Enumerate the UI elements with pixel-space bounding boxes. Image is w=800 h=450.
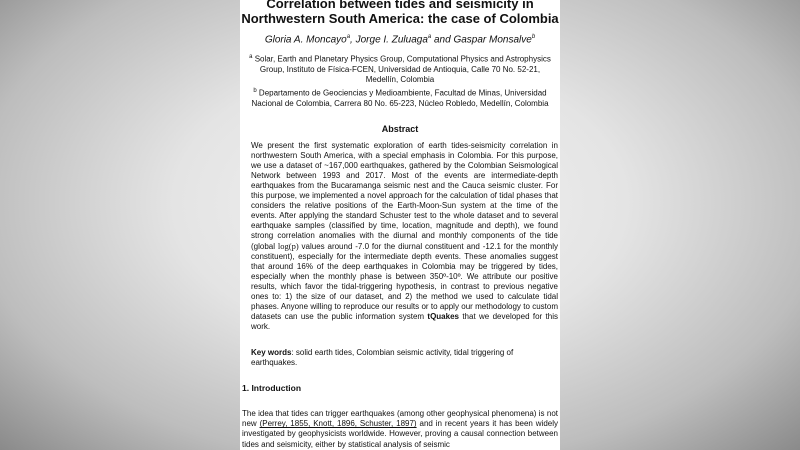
abstract-text: that we developed for this work. (251, 312, 558, 331)
intro-text: The idea that tides can trigger earthquakes (among other geophysical phenomena) is not new (242, 409, 558, 429)
author-sup: a (427, 34, 432, 40)
affiliation-text: Departamento de Geociencias y Medioambiente, Facultad de Minas, Universidad Nacional de Colombia, Carrera 80 No. 65-223, Núcleo Robledo, Medellín, Colombia (251, 88, 549, 108)
author-separator: and (431, 34, 454, 46)
keywords (251, 348, 558, 368)
paper-title: Correlation between tides and seismicity in Northwestern South America: the case of Colombia (241, 0, 559, 26)
section-heading: 1. Introduction (242, 383, 302, 393)
paper-page (240, 0, 560, 450)
author-name: Gaspar Monsalve (453, 34, 532, 46)
keywords-text: : solid earth tides, Colombian seismic activity, tidal triggering of earthquakes. (251, 348, 514, 367)
affiliation-text: Solar, Earth and Planetary Physics Group, Computational Physics and Astrophysics Group, Instituto de Física-FCEN, Universidad de Antioquia, Calle 70 No. 52-21, Medellín, Colombia (254, 54, 551, 84)
author-name: Gloria A. Moncayo (264, 34, 347, 46)
affiliation-b (244, 86, 556, 109)
abstract-body (251, 141, 558, 332)
author-list (240, 31, 560, 46)
introduction-text (242, 409, 558, 450)
intro-text: and in recent years it has been widely investigated by geophysicists worldwide. However, proving a causal connection between tides and seismicity, either by statistical analysis of seismic (242, 419, 558, 449)
author-sup: b (531, 34, 536, 40)
abstract-heading: Abstract (381, 124, 419, 134)
affiliation-a (244, 52, 556, 85)
affiliation-sup: a (249, 54, 253, 60)
abstract-text: We present the first systematic exploration of earth tides-seismicity correlation in northwestern South America, with a special emphasis in Colombia. For this purpose, we use a dataset of ~167,000 earthquakes, gathered by the Colombian Seismological Network between 1993 and 2017. Most of the events are intermediate-depth earthquakes from the Bucaramanga seismic nest and the Cauca seismic cluster. For this purpose, we implemented a novel approach for the calculation of tidal phases that considers the relative positions of the Earth-Moon-Sun system at the time of the events. After applying the standard Schuster test to the whole dataset and to several earthquake samples (classified by time, location, magnitude and depth), we found strong correlation anomalies with the diurnal and monthly components of the tide (global (251, 141, 558, 251)
keywords-label: Key words (251, 348, 292, 357)
author-sup: a (346, 34, 351, 40)
abstract-math: log(p) (277, 241, 299, 251)
citation-link[interactable]: (Perrey, 1855, Knott, 1896, Schuster, 1897) (259, 419, 417, 429)
author-name: Jorge I. Zuluaga (355, 34, 428, 46)
affiliation-sup: b (253, 88, 257, 94)
tquakes-name: tQuakes (427, 312, 459, 321)
abstract-text: values around -7.0 for the diurnal constituent and -12.1 for the monthly constituent), especially for the intermediate depth events. These anomalies suggest that around 16% of the deep earthquakes in Colombia may be triggered by tides, especially when the monthly phase is between 350º-10º. We attribute our positive results, which favor the tidal-triggering hypothesis, in contrast to previous negative ones to: 1) the size of our dataset, and 2) the method we used to calculate tidal phases. Anyone willing to reproduce our results or to apply our methodology to custom datasets can use the public information system (251, 242, 558, 321)
author-separator: , (350, 34, 356, 46)
